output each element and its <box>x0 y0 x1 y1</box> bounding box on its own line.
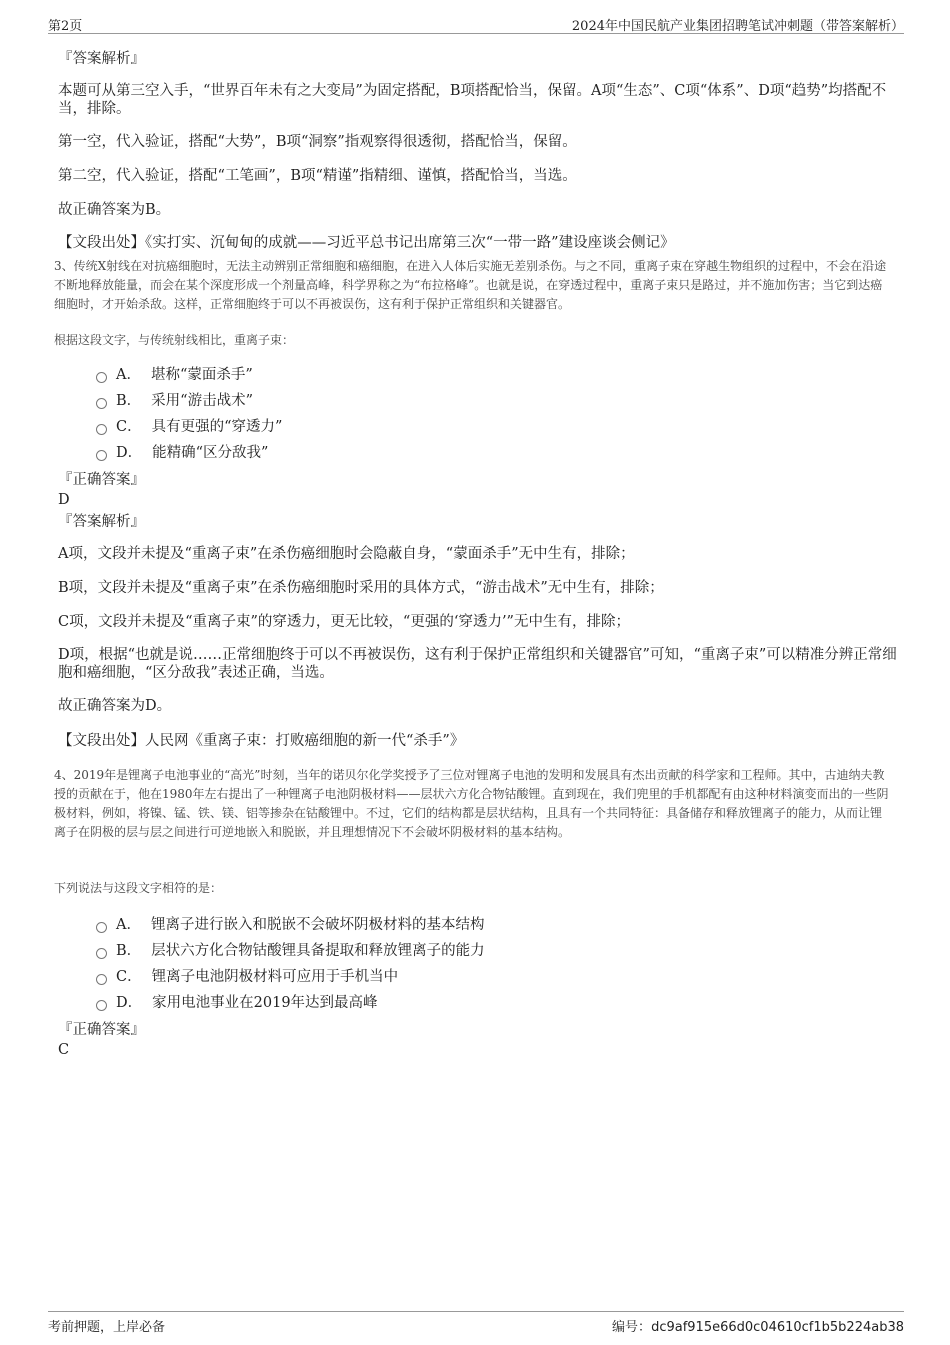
q3-option-d[interactable] <box>96 444 268 462</box>
q4-question: 下列说法与这段文字相符的是： <box>54 881 223 895</box>
q2-analysis-p1: 本题可从第三空入手，“世界百年未有之大变局”为固定搭配，B项搭配恰当，保留。A项“生态”、C项“体系”、D项“趋势”均搭配不当，排除。 <box>58 83 887 117</box>
option-letter: C． <box>116 419 142 435</box>
radio-icon[interactable] <box>96 1000 107 1011</box>
option-letter: A． <box>116 917 141 933</box>
radio-icon[interactable] <box>96 948 107 959</box>
q3-option-b[interactable] <box>96 392 253 410</box>
q2-analysis-p3: 第二空，代入验证，搭配“工笔画”，B项“精谨”指精细、谨慎，搭配恰当，当选。 <box>58 168 577 184</box>
q3-option-c[interactable] <box>96 418 282 436</box>
q3-analysis-b: B项，文段并未提及“重离子束”在杀伤癌细胞时采用的具体方式，“游击战术”无中生有，排除； <box>58 580 664 596</box>
page-footer <box>48 1311 904 1338</box>
q4-option-d[interactable] <box>96 994 378 1012</box>
q4-answer-heading: 『正确答案』 <box>58 1022 145 1038</box>
option-letter: B． <box>116 943 142 959</box>
footer-code: dc9af915e66d0c04610cf1b5b224ab38 <box>651 1320 904 1335</box>
radio-icon[interactable] <box>96 922 107 933</box>
option-letter: A． <box>116 367 141 383</box>
q3-conclusion: 故正确答案为D。 <box>58 698 172 714</box>
q3-analysis-a: A项，文段并未提及“重离子束”在杀伤癌细胞时会隐蔽自身，“蒙面杀手”无中生有，排除； <box>58 546 635 562</box>
document-title: 2024年中国民航产业集团招聘笔试冲刺题（带答案解析） <box>571 19 904 34</box>
q2-source: 【文段出处】《实打实、沉甸甸的成就——习近平总书记出席第三次“一带一路”建设座谈会侧记》 <box>58 235 675 251</box>
q2-conclusion: 故正确答案为B。 <box>58 202 171 218</box>
option-letter: C． <box>116 969 142 985</box>
q3-analysis-c: C项，文段并未提及“重离子束”的穿透力，更无比较，“更强的‘穿透力’”无中生有，排除； <box>58 614 630 630</box>
radio-icon[interactable] <box>96 372 107 383</box>
q3-option-a[interactable] <box>96 366 253 384</box>
q4-answer: C <box>58 1042 70 1058</box>
option-text: 锂离子进行嵌入和脱嵌不会破坏阴极材料的基本结构 <box>150 917 485 933</box>
option-text: 锂离子电池阴极材料可应用于手机当中 <box>151 969 399 985</box>
q2-analysis-heading: 『答案解析』 <box>58 51 145 67</box>
q4-option-b[interactable] <box>96 942 485 960</box>
radio-icon[interactable] <box>96 450 107 461</box>
option-text: 堪称“蒙面杀手” <box>150 367 253 383</box>
q3-answer: D <box>58 492 70 508</box>
q3-passage: 3、传统X射线在对抗癌细胞时，无法主动辨别正常细胞和癌细胞，在进入人体后实施无差别杀伤。与之不同，重离子束在穿越生物组织的过程中，不会在沿途不断地释放能量，而会在某个深度形成一个剂量高峰，科学界称之为“布拉格峰”。也就是说，在穿透过程中，重离子束只是路过，并不施加伤害；当它到达癌细胞时，才开始杀敌。这样，正常细胞终于可以不再被误伤，这有利于保护正常组织和关键器官。 <box>54 259 887 311</box>
q2-analysis-p2: 第一空，代入验证，搭配“大势”，B项“洞察”指观察得很透彻，搭配恰当，保留。 <box>58 134 577 150</box>
footer-code-block <box>612 1316 904 1335</box>
footer-code-label: 编号： <box>612 1320 652 1335</box>
option-text: 层状六方化合物钴酸锂具备提取和释放锂离子的能力 <box>151 943 485 959</box>
q3-analysis-d: D项，根据“也就是说……正常细胞终于可以不再被误伤，这有利于保护正常组织和关键器官”可知，“重离子束”可以精准分辨正常细胞和癌细胞，“区分敌我”表述正确，当选。 <box>58 647 897 681</box>
option-letter: D． <box>116 445 143 461</box>
q4-passage: 4、2019年是锂离子电池事业的“高光”时刻，当年的诺贝尔化学奖授予了三位对锂离子电池的发明和发展具有杰出贡献的科学家和工程师。其中，古迪纳夫教授的贡献在于，他在1980年左右提出了一种锂离子电池阴极材料——层状六方化合物钴酸锂。直到现在，我们兜里的手机都配有由这种材料演变而出的一些阴极材料，例如，将镍、锰、铁、镁、铝等掺杂在钴酸锂中。不过，它们的结构都是层状结构，且具有一个共同特征：具备储存和释放锂离子的能力，从而让锂离子在阴极的层与层之间进行可逆地嵌入和脱嵌，并且理想情况下不会破坏阴极材料的基本结构。 <box>54 768 889 839</box>
q4-option-c[interactable] <box>96 968 398 986</box>
q3-answer-heading: 『正确答案』 <box>58 472 145 488</box>
radio-icon[interactable] <box>96 974 107 985</box>
q3-question: 根据这段文字，与传统射线相比，重离子束： <box>54 333 295 347</box>
q3-source: 【文段出处】人民网《重离子束：打败癌细胞的新一代“杀手”》 <box>58 733 465 749</box>
option-text: 能精确“区分敌我” <box>152 445 269 461</box>
page-number: 第2页 <box>48 19 83 34</box>
footer-slogan: 考前押题，上岸必备 <box>48 1320 166 1335</box>
radio-icon[interactable] <box>96 424 107 435</box>
radio-icon[interactable] <box>96 398 107 409</box>
option-letter: B． <box>116 393 142 409</box>
page-header <box>48 13 904 34</box>
option-text: 家用电池事业在2019年达到最高峰 <box>152 995 378 1011</box>
option-text: 具有更强的“穿透力” <box>151 419 283 435</box>
q4-option-a[interactable] <box>96 916 484 934</box>
option-text: 采用“游击战术” <box>151 393 253 409</box>
q3-analysis-heading: 『答案解析』 <box>58 514 145 530</box>
option-letter: D． <box>116 995 143 1011</box>
